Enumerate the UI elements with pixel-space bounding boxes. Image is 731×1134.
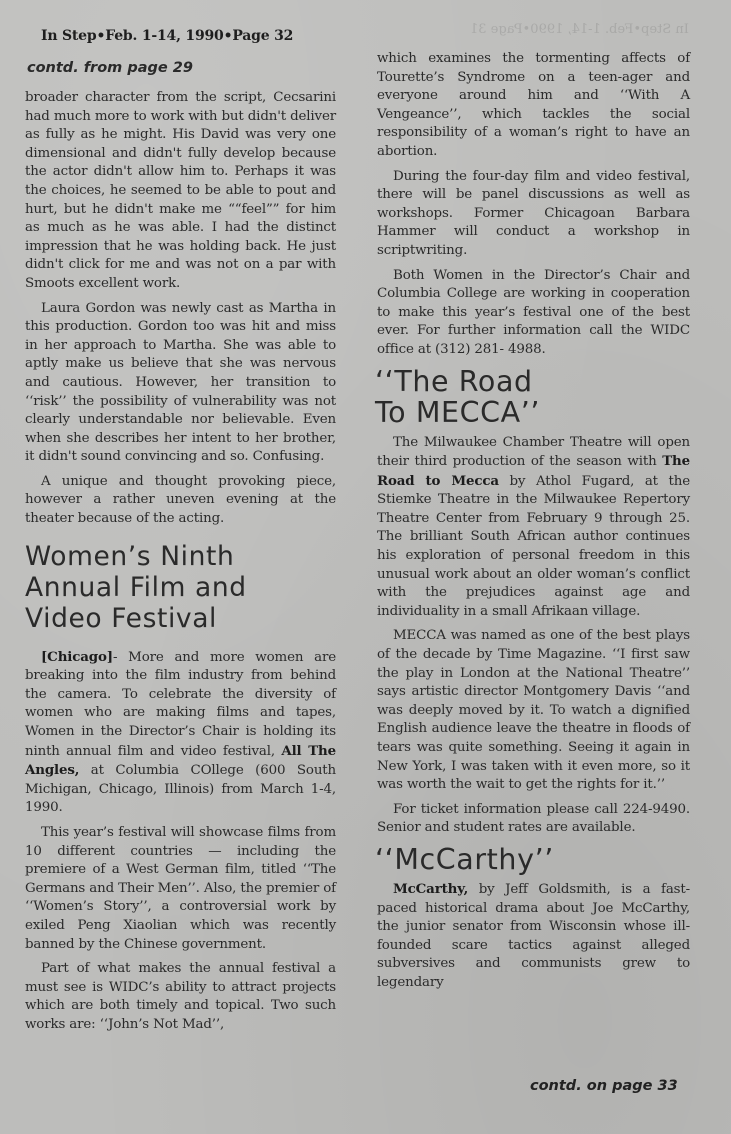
festival-paragraph: This year’s festival will showcase films from 10 different countries — including the premiere of a West German film, titled ‘‘The Germans and Their Men’’. Also, the premier of ‘‘Women’s Story’’, a controversial work by exiled Peng Xiaolian which was recently banned by the Chinese government.: [25, 825, 336, 952]
review-paragraph: broader character from the script, Cecsarini had much more to work with but didn't deliver as fully as he might. His David was very one dimensional and didn't fully develop because the actor didn't allow him to. Perhaps it was the choices, he seemed to be able to pout and hurt, but he didn't make me ““feel”” for him as much as he was able. I had the distinct impression that he was holding back. He just didn't click for me and was not on a par with Smoots excellent work.: [25, 90, 336, 291]
mccarthy-paragraph: [377, 880, 690, 993]
masthead: In Step•Feb. 1-14, 1990•Page 32: [41, 28, 294, 44]
paragraph-text: The Milwaukee Chamber Theatre will open their third production of the season with: [377, 434, 690, 470]
festival-title: All The Angles,: [25, 742, 336, 779]
mecca-paragraph: [377, 434, 690, 622]
review-paragraph: Laura Gordon was newly cast as Martha in this production. Gordon too was hit and miss in her approach to Martha. She was able to aptly make us believe that she was nervous and cautious. However, her transition to ‘‘risk’’ the possibility of vulnerability was not clearly understandable nor believable. Even when she describes her intent to her brother, it didn't sound convincing and so. Confusing.: [25, 300, 336, 465]
play-title: McCarthy,: [393, 880, 469, 897]
dateline: [Chicago]: [41, 648, 113, 665]
continued-on-label: contd. on page 33: [530, 1078, 678, 1094]
left-column: [25, 89, 336, 1041]
headline-line: Women’s Ninth: [25, 540, 235, 572]
headline-line: Video Festival: [25, 602, 218, 634]
festival-paragraph: Part of what makes the annual festival a must see is WIDC’s ability to attract projects which are both timely and topical. Two such works are: ‘‘John’s Not Mad’’,: [25, 961, 336, 1032]
festival-headline: [25, 541, 336, 634]
continued-from-label: contd. from page 29: [27, 60, 193, 76]
headline-line: To MECCA’’: [375, 395, 541, 429]
headline-line: Annual Film and: [25, 571, 247, 603]
mecca-paragraph: For ticket information please call 224-9490. Senior and student rates are available.: [377, 801, 690, 836]
festival-paragraph: [25, 648, 336, 818]
headline-line: ‘‘The Road: [375, 364, 533, 398]
mccarthy-headline: ‘‘McCarthy’’: [375, 842, 554, 876]
mecca-paragraph: MECCA was named as one of the best plays of the decade by Time Magazine. ‘‘I first saw the play in London at the National Theatre’’ says artistic director Montgomery Davis ‘‘and was deeply moved by it. To watch a dignified English audience leave the theatre in floods of tears was quite something. Seeing it again in New York, I was taken with it even more, so it was worth the wait to get the rights for it.’’: [377, 628, 690, 793]
paragraph-text: - More and more women are breaking into the film industry from behind the camera. To celebrate the diversity of women who are making films and tapes, Women in the Director’s Chair is holding its ninth annual film and video festival,: [25, 649, 336, 759]
paragraph-text: by Jeff Goldsmith, is a fast-paced historical drama about Joe McCarthy, the junior senator from Wisconsin whose ill-founded scare tactics against alleged subversives and communists grew to legendary: [377, 881, 690, 990]
right-column: [377, 50, 690, 999]
bleed-through-text: In Step•Feb. 1-14, 1990•Page 31: [470, 22, 689, 37]
paragraph-text: by Athol Fugard, at the Stiemke Theatre in the Milwaukee Repertory Theatre Center from February 9 through 25. The brilliant South African author continues his exploration of personal freedom in this unusual work about an older woman’s conflict with the prejudices against age and individuality in a small Afrikaan village.: [377, 473, 690, 619]
festival-paragraph: Both Women in the Director’s Chair and Columbia College are working in cooperation to make this year’s festival one of the best ever. For further information call the WIDC office at (312) 281- 4988.: [377, 267, 690, 357]
festival-paragraph: During the four-day film and video festival, there will be panel discussions as well as workshops. Former Chicagoan Barbara Hammer will conduct a workshop in scriptwriting.: [377, 168, 690, 258]
review-paragraph: A unique and thought provoking piece, however a rather uneven evening at the theater because of the acting.: [25, 473, 336, 527]
play-title: The Road to Mecca: [377, 453, 690, 489]
paragraph-text: at Columbia COllege (600 South Michigan, Chicago, Illinois) from March 1-4, 1990.: [25, 763, 336, 816]
festival-paragraph: which examines the tormenting affects of Tourette’s Syndrome on a teen-ager and everyone around him and ‘‘With A Vengeance’’, which tackles the social responsibility of a woman’s right to have an abortion.: [377, 51, 690, 159]
mecca-headline: [375, 366, 690, 428]
